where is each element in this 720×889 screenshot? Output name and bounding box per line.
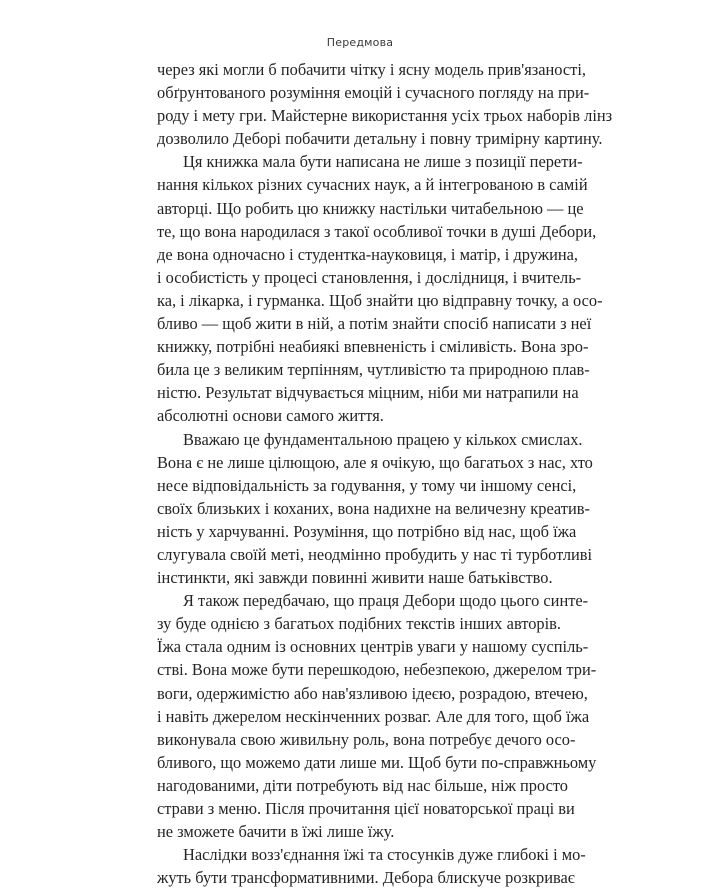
text-line: Ця книжка мала бути написана не лише з позиції перети- — [183, 152, 583, 172]
text-line: бливого, що можемо дати лише ми. Щоб бути по-справжньому — [157, 752, 597, 772]
paragraph — [157, 150, 603, 427]
text-line: ка, і лікарка, і гурманка. Щоб знайти цю відправну точку, а осо- — [157, 290, 603, 310]
text-line: виконувала свою живильну роль, вона потребує дечого осо- — [157, 729, 576, 749]
body-text — [157, 58, 613, 888]
text-line: нагодованими, діти потребують від нас більше, ніж просто — [157, 775, 569, 795]
text-line: не зможете бачити в їжі лише їжу. — [157, 822, 395, 842]
text-line: через які могли б побачити чітку і ясну модель прив'язаності, — [157, 60, 586, 79]
text-line: книжку, потрібні неабиякі впевненість і сміливість. Вона зро- — [157, 337, 589, 357]
text-line: бливо — щоб жити в ній, а потім знайти спосіб написати з неї — [157, 314, 592, 334]
paragraph — [157, 589, 597, 843]
paragraph — [157, 428, 593, 590]
paragraph — [157, 843, 586, 888]
text-line: била це з великим терпінням, чутливістю та природною плав- — [157, 360, 590, 380]
text-line: роду і мету гри. Майстерне використання усіх трьох наборів лінз — [157, 106, 613, 126]
text-line: Вона є не лише цілющою, але я очікую, що багатьох з нас, хто — [157, 452, 593, 472]
text-line: своїх близьких і коханих, вона надихне на величезну креатив- — [157, 498, 590, 518]
text-line: стві. Вона може бути перешкодою, небезпекою, джерелом три- — [157, 660, 597, 680]
text-line: інстинкти, які завжди повинні живити наше батьківство. — [157, 568, 553, 588]
text-line: Я також передбачаю, що праця Дебори щодо цього синте- — [183, 591, 589, 611]
text-line: страви з меню. Після прочитання цієї новаторської праці ви — [157, 799, 575, 818]
text-line: жуть бути трансформативними. Дебора блискуче розкриває — [157, 868, 575, 888]
text-line: Вважаю це фундаментальною працею у кількох смислах. — [183, 429, 583, 449]
text-line: те, що вона народилася з такої особливої точки в душі Дебори, — [157, 221, 597, 241]
text-line: воги, одержимістю або нав'язливою ідеєю, розрадою, втечею, — [157, 683, 588, 703]
text-line: слугувала своїй меті, неодмінно пробудить у нас ті турботливі — [157, 544, 593, 564]
text-line: і навіть джерелом нескінченних розваг. Але для того, щоб їжа — [157, 706, 590, 726]
text-line: ність у харчуванні. Розуміння, що потрібно від нас, щоб їжа — [157, 521, 577, 541]
text-line: зу буде однією з багатьох подібних текстів інших авторів. — [157, 614, 561, 634]
text-line: і особистість у процесі становлення, і дослідниця, і вчитель- — [157, 267, 582, 287]
running-header: Передмова — [326, 36, 394, 49]
text-line: Наслідки возз'єднання їжі та стосунків дуже глибокі і мо- — [183, 845, 586, 865]
paragraph — [157, 58, 613, 150]
text-line: несе відповідальність за годування, у тому чи іншому сенсі, — [157, 475, 577, 495]
text-line: де вона одночасно і студентка-науковиця, і матір, і дружина, — [157, 244, 578, 264]
text-line: абсолютні основи самого життя. — [157, 406, 384, 426]
text-line: авторці. Що робить цю книжку настільки читабельною — це — [157, 198, 584, 218]
text-line: Їжа стала одним із основних центрів уваги у нашому суспіль- — [157, 637, 589, 657]
text-line: обґрунтованого розуміння емоцій і сучасного погляду на при- — [157, 83, 590, 103]
text-line: дозволило Деборі побачити детальну і повну тримірну картину. — [157, 129, 603, 149]
text-line: нання кількох різних сучасних наук, а й інтегрованою в самій — [157, 175, 588, 195]
text-line: ністю. Результат відчувається міцним, ніби ми натрапили на — [157, 383, 579, 403]
